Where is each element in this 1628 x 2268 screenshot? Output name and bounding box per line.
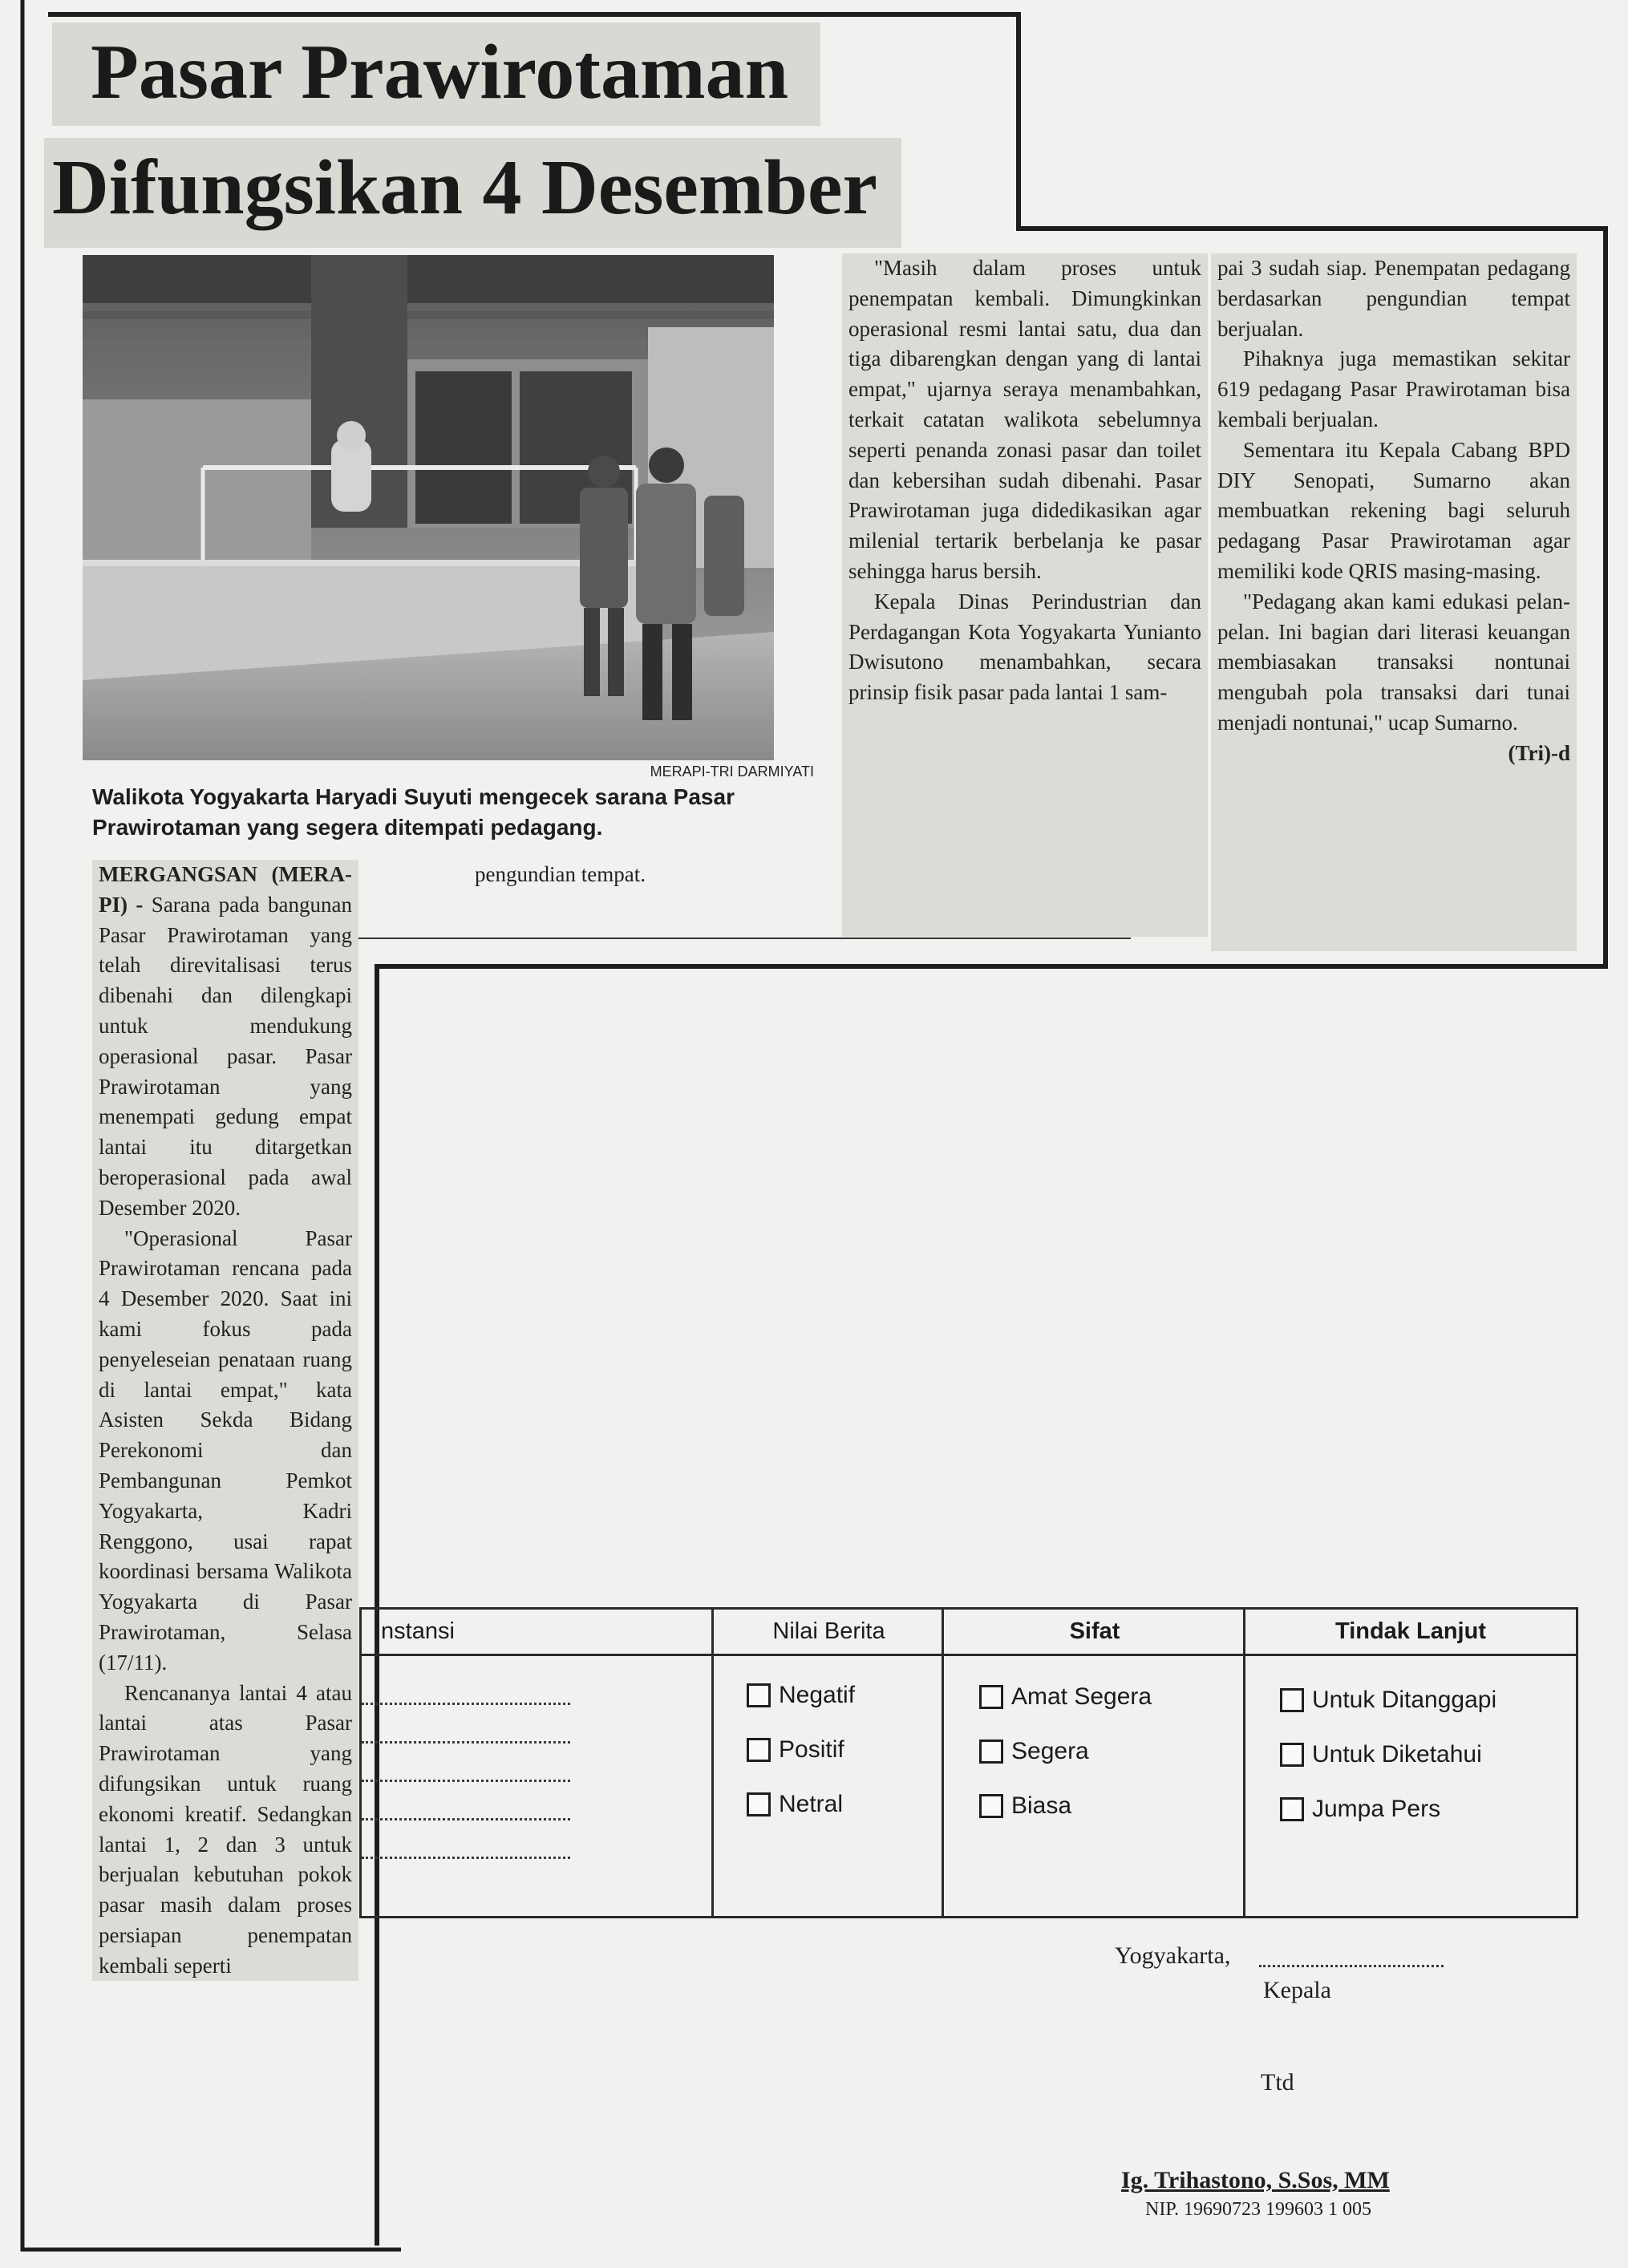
tindak-untuk-diketahui[interactable]: Untuk Diketahui: [1280, 1741, 1482, 1768]
checkbox[interactable]: [979, 1739, 1003, 1764]
continuation-text: pengundian tempat.: [475, 862, 646, 886]
checkbox[interactable]: [747, 1792, 771, 1816]
instansi-line[interactable]: [362, 1703, 570, 1705]
left-paragraph-1: Sarana pada bangunan Pasar Prawirotaman yang telah direvitalisasi terus dibenahi dan dilengkapi untuk mendukung operasional pasar. Pasar Prawirotaman yang menempati gedung empat lantai itu ditargetkan beroperasional pada awal Desember 2020.: [99, 892, 352, 1220]
header-tindak: Tindak Lanjut: [1335, 1618, 1486, 1644]
article-photo: [83, 255, 774, 760]
checkbox[interactable]: [747, 1683, 771, 1707]
checkbox[interactable]: [979, 1685, 1003, 1709]
middle-paragraph-2: Kepala Dinas Perindustrian dan Perdagangan Kota Yogyakarta Yunianto Dwisutono menambahkan, secara prinsip fisik pasar pada lantai 1 sam-: [848, 589, 1201, 705]
right-paragraph-2: Pihaknya juga memastikan sekitar 619 pedagang Pasar Prawirotaman bisa kembali berjualan.: [1217, 346, 1570, 431]
photo-caption: Walikota Yogyakarta Haryadi Suyuti mengecek sarana Pasar Prawirotaman yang segera ditempati pedagang.: [92, 784, 735, 840]
tindak-jumpa-pers[interactable]: Jumpa Pers: [1280, 1796, 1440, 1823]
right-column: [1211, 253, 1577, 951]
signature-position: Kepala: [1263, 1977, 1331, 2003]
tindak-untuk-ditanggapi[interactable]: Untuk Ditanggapi: [1280, 1687, 1496, 1714]
instansi-line[interactable]: [362, 1780, 570, 1782]
header-instansi: Instansi: [375, 1618, 455, 1644]
middle-column: [842, 253, 1208, 937]
headline-line-1: Pasar Prawirotaman: [52, 22, 820, 126]
header-sifat: Sifat: [1069, 1618, 1120, 1644]
checkbox[interactable]: [1280, 1688, 1304, 1712]
sifat-amat-segera[interactable]: Amat Segera: [979, 1683, 1152, 1711]
left-paragraph-2: "Operasional Pasar Prawirotaman rencana pada 4 Desember 2020. Saat ini kami fokus pada penyeleseian penataan ruang di lantai empat," kata Asisten Sekda Bidang Perekonomi dan Pembangunan Pemkot Yogyakarta, Kadri Renggono, usai rapat koordinasi bersama Walikota Yogyakarta di Pasar Prawirotaman, Selasa (17/11).: [99, 1225, 352, 1675]
market-interior-image: [83, 255, 774, 760]
checkbox[interactable]: [1280, 1797, 1304, 1821]
sifat-segera[interactable]: Segera: [979, 1738, 1089, 1765]
signature-nip: NIP. 19690723 199603 1 005: [1145, 2199, 1372, 2220]
byline: (Tri)-d: [1508, 740, 1570, 765]
disposition-form: [359, 1607, 1578, 1918]
checkbox[interactable]: [979, 1794, 1003, 1818]
date-line[interactable]: [1259, 1965, 1444, 1967]
nilai-negatif[interactable]: Negatif: [747, 1682, 855, 1709]
right-paragraph-1: pai 3 sudah siap. Penempatan pedagang berdasarkan pengundian tempat berjualan.: [1217, 256, 1570, 341]
right-paragraph-3: Sementara itu Kepala Cabang BPD DIY Senopati, Sumarno akan membuatkan rekening bagi seluruh pedagang Pasar Prawirotaman agar memiliki kode QRIS masing-masing.: [1217, 437, 1570, 583]
right-paragraph-4: "Pedagang akan kami edukasi pelan-pelan. Ini bagian dari literasi keuangan membiasakan transaksi nontunai mengubah pola transaksi dari tunai menjadi nontunai," ucap Sumarno.: [1217, 589, 1570, 735]
middle-paragraph-1: "Masih dalam proses untuk penempatan kembali. Dimungkinkan operasional resmi lantai satu, dua dan tiga dibarengkan dengan yang di lantai empat," ujarnya seraya menambahkan, terkait catatan walikota sebelumnya seperti penanda zonasi pasar dan toilet dan kebersihan sudah dibenahi. Pasar Prawirotaman juga didedikasikan agar milenial tertarik berbelanja ke pasar sehingga harus bersih.: [848, 256, 1201, 583]
sifat-biasa[interactable]: Biasa: [979, 1792, 1071, 1820]
headline-line-2: Difungsikan 4 Desember: [44, 138, 901, 248]
nilai-netral[interactable]: Netral: [747, 1791, 843, 1818]
dateline: MERGANGSAN (MERA-PI) -: [99, 862, 352, 917]
checkbox[interactable]: [747, 1738, 771, 1762]
photo-credit: MERAPI-TRI DARMIYATI: [650, 763, 814, 780]
instansi-line[interactable]: [362, 1741, 570, 1744]
header-nilai: Nilai Berita: [772, 1618, 885, 1644]
signature-name: Ig. Trihastono, S.Sos, MM: [1121, 2167, 1390, 2193]
left-column: [92, 860, 358, 1981]
instansi-line[interactable]: [362, 1857, 570, 1859]
signature-ttd: Ttd: [1261, 2069, 1294, 2096]
nilai-positif[interactable]: Positif: [747, 1736, 844, 1764]
instansi-line[interactable]: [362, 1818, 570, 1820]
left-paragraph-3: Rencananya lantai 4 atau lantai atas Pasar Prawirotaman yang difungsikan untuk ruang ekonomi kreatif. Sedangkan lantai 1, 2 dan 3 untuk berjualan kebutuhan pokok pasar masih dalam proses persiapan penempatan kembali seperti: [99, 1680, 352, 1978]
checkbox[interactable]: [1280, 1743, 1304, 1767]
signature-place: Yogyakarta,: [1115, 1942, 1231, 1969]
